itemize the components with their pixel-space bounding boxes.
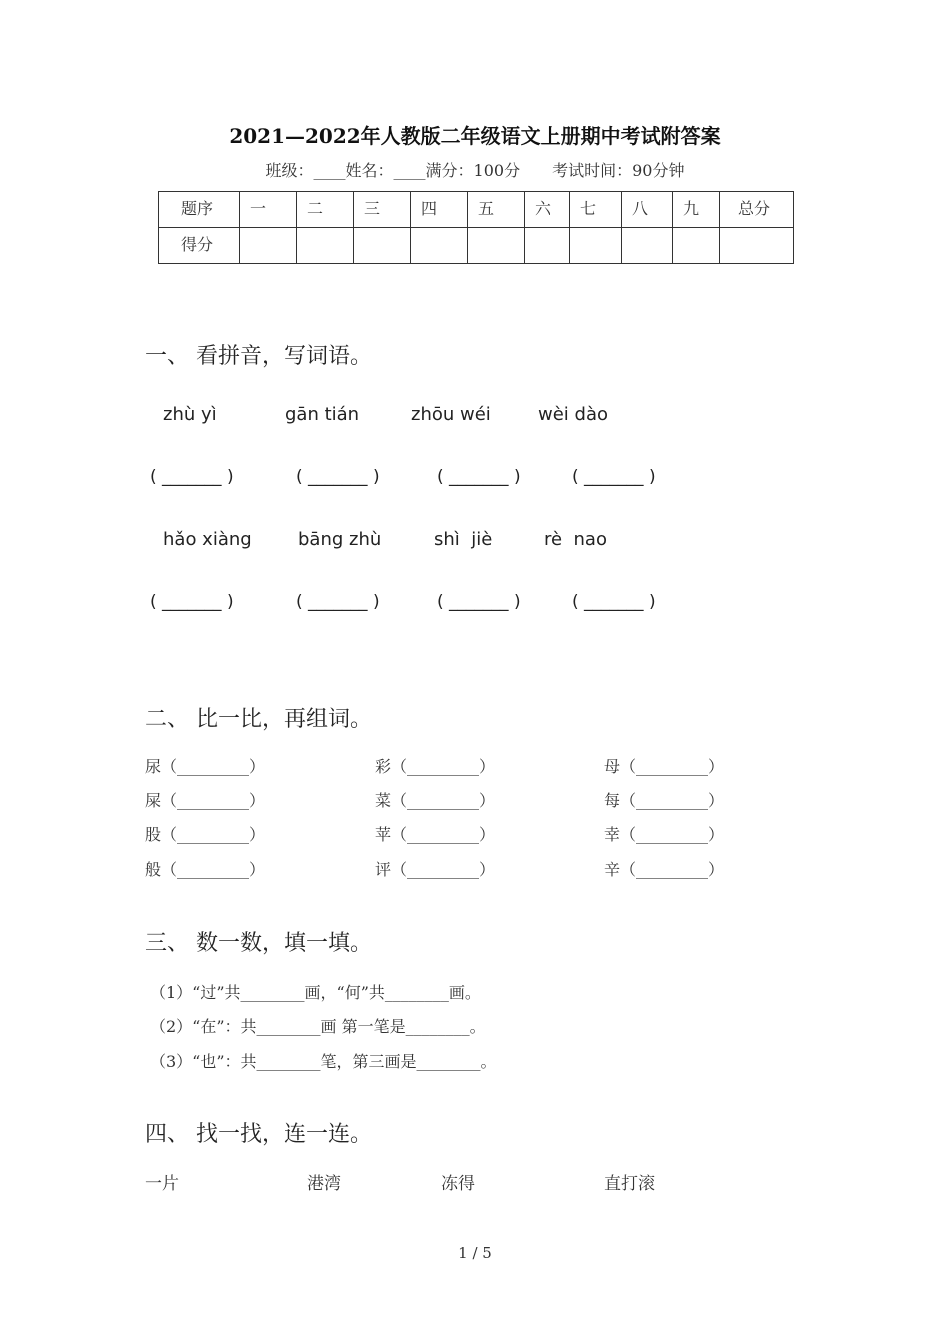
- score-input-cell[interactable]: [570, 228, 622, 264]
- section-1-heading: 一、 看拼音，写词语。: [145, 344, 372, 369]
- score-input-cell[interactable]: [720, 228, 794, 264]
- question-line[interactable]: （3）“也”：共________笔，第三画是________。: [150, 1052, 497, 1071]
- score-table-header-row: [159, 192, 794, 228]
- pinyin-item: gān tián: [285, 404, 360, 425]
- table-cell: 七: [570, 192, 622, 228]
- compare-item[interactable]: 股（_________）: [145, 825, 266, 844]
- answer-blank[interactable]: ( _______ ): [572, 592, 656, 612]
- section-3-heading: 三、 数一数，填一填。: [145, 931, 372, 956]
- match-item[interactable]: 港湾: [307, 1174, 341, 1194]
- compare-item[interactable]: 般（_________）: [145, 860, 266, 879]
- table-cell: 五: [468, 192, 525, 228]
- compare-item[interactable]: 尿（_________）: [145, 757, 266, 776]
- compare-item[interactable]: 苹（_________）: [375, 825, 496, 844]
- compare-item[interactable]: 幸（_________）: [604, 825, 725, 844]
- match-item[interactable]: 一片: [145, 1174, 179, 1194]
- exam-info: 班级：____姓名：____满分：100分 考试时间：90分钟: [265, 161, 685, 180]
- table-cell: 八: [622, 192, 673, 228]
- pinyin-item: zhōu wéi: [411, 404, 491, 425]
- compare-item[interactable]: 彩（_________）: [375, 757, 496, 776]
- table-cell: 题序: [159, 192, 240, 228]
- score-input-cell[interactable]: [525, 228, 570, 264]
- score-input-cell[interactable]: [468, 228, 525, 264]
- pinyin-item: hǎo xiàng: [163, 529, 252, 550]
- match-item[interactable]: 冻得: [441, 1174, 475, 1194]
- question-line[interactable]: （1）“过”共________画，“何”共________画。: [150, 983, 481, 1002]
- score-input-cell[interactable]: [354, 228, 411, 264]
- pinyin-item: rè nao: [544, 529, 607, 550]
- match-item[interactable]: 直打滚: [604, 1174, 655, 1194]
- compare-item[interactable]: 屎（_________）: [145, 791, 266, 810]
- answer-blank[interactable]: ( _______ ): [296, 467, 380, 487]
- compare-item[interactable]: 评（_________）: [375, 860, 496, 879]
- table-cell: 总分: [720, 192, 794, 228]
- score-input-cell[interactable]: [411, 228, 468, 264]
- score-table-score-row: [159, 228, 794, 264]
- table-cell: 一: [240, 192, 297, 228]
- compare-item[interactable]: 菜（_________）: [375, 791, 496, 810]
- compare-item[interactable]: 辛（_________）: [604, 860, 725, 879]
- answer-blank[interactable]: ( _______ ): [437, 592, 521, 612]
- score-input-cell[interactable]: [673, 228, 720, 264]
- table-cell: 二: [297, 192, 354, 228]
- section-2-heading: 二、 比一比，再组词。: [145, 707, 372, 732]
- score-table: [158, 191, 794, 264]
- answer-blank[interactable]: ( _______ ): [437, 467, 521, 487]
- compare-item[interactable]: 每（_________）: [604, 791, 725, 810]
- table-cell: 得分: [159, 228, 240, 264]
- answer-blank[interactable]: ( _______ ): [296, 592, 380, 612]
- pinyin-item: shì jiè: [434, 529, 493, 550]
- score-input-cell[interactable]: [240, 228, 297, 264]
- table-cell: 四: [411, 192, 468, 228]
- question-line[interactable]: （2）“在”：共________画 第一笔是________。: [150, 1017, 486, 1036]
- table-cell: 六: [525, 192, 570, 228]
- pinyin-item: bāng zhù: [298, 529, 382, 550]
- section-4-heading: 四、 找一找，连一连。: [145, 1122, 372, 1147]
- pinyin-item: wèi dào: [538, 404, 608, 425]
- answer-blank[interactable]: ( _______ ): [572, 467, 656, 487]
- score-input-cell[interactable]: [297, 228, 354, 264]
- table-cell: 三: [354, 192, 411, 228]
- pinyin-item: zhù yì: [163, 404, 217, 425]
- table-cell: 九: [673, 192, 720, 228]
- answer-blank[interactable]: ( _______ ): [150, 467, 234, 487]
- score-input-cell[interactable]: [622, 228, 673, 264]
- page-number: 1 / 5: [458, 1244, 492, 1262]
- page-title: 2021—2022年人教版二年级语文上册期中考试附答案: [229, 124, 721, 148]
- answer-blank[interactable]: ( _______ ): [150, 592, 234, 612]
- compare-item[interactable]: 母（_________）: [604, 757, 725, 776]
